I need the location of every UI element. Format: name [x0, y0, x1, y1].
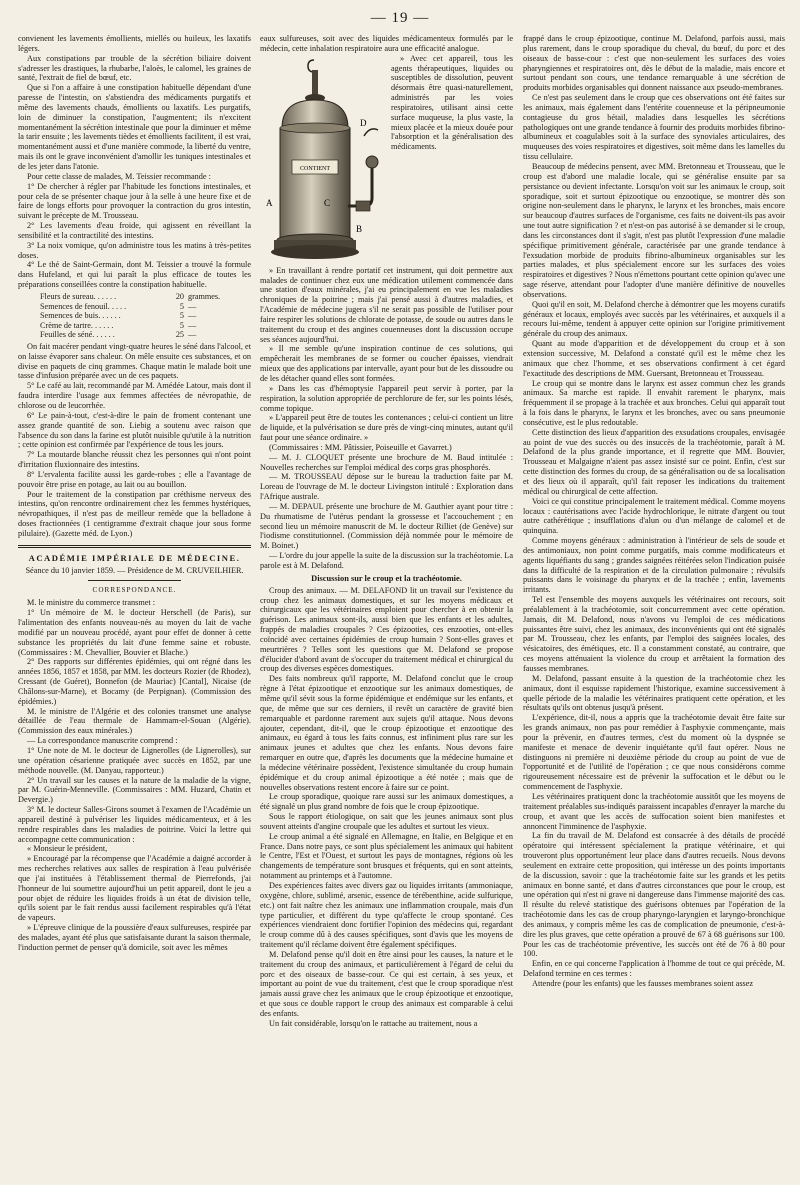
paragraph: Pour cette classe de malades, M. Teissier recommande : — [27, 171, 211, 181]
paragraph: M. le ministre du commerce transmet : — [27, 598, 156, 608]
paragraph: » Avec cet appareil, tous les agents thérapeutiques, liquides ou susceptibles de dissolution, peuvent désormais être quasi-naturellement, administrés par les voies respiratoires, utilisant ainsi cette surface muqueuse, la plus vaste, la mieux placée et la mieux douée pour l'absorption et la généralisation des médicaments. — [391, 53, 513, 152]
inhaler-apparatus-illustration — [260, 56, 385, 266]
session-line: Séance du 10 janvier 1859. — Présidence de M. CRUVEILHIER. — [25, 565, 244, 575]
paragraph: Quoi qu'il en soit, M. Delafond cherche à démontrer que les moyens curatifs généraux et locaux, employés avec succès par les vétérinaires, et auxquels il a recours lui-même, tendent à appuyer cette opinion sur l'origine primitivement générale du croup des animaux. — [523, 299, 785, 339]
paragraph: Sous le rapport étiologique, on sait que les jeunes animaux sont plus souvent atteints d'angine croupale que les adultes et surtout les vieux. — [260, 812, 513, 831]
paragraph: 8° L'ervalenta facilite aussi les garde-robes ; elle a l'avantage de pouvoir être prise en potage, au lait ou au bouillon. — [18, 469, 251, 489]
paragraph: 7° La moutarde blanche réussit chez les personnes qui n'ont point d'irritation fluxionnaire des intestins. — [18, 450, 251, 470]
recipe-amount: 25 — [175, 330, 184, 340]
paragraph: Le croup sporadique, quoique rare aussi sur les animaux domestiques, a été signalé un plus grand nombre de fois que le croup épizootique. — [260, 792, 513, 812]
paragraph: 1° De chercher à régler par l'habitude les fonctions intestinales, et pour cela de se présenter chaque jour à la selle à une heure fixe et de faire de longs efforts pour provoquer la contraction du gros intestin, suivant le précepte de M. Trousseau. — [18, 181, 251, 221]
recipe-table — [40, 292, 251, 340]
article-heading: Discussion sur le croup et la trachéotomie. — [311, 573, 462, 583]
paragraph: 5° Le café au lait, recommandé par M. Amédée Latour, mais dont il faudra interdire l'usage aux femmes affectées de névropathie, de chlorose ou de leucorrhée. — [18, 381, 251, 410]
paragraph: » L'épreuve clinique de la poussière d'eaux sulfureuses, respirée par des malades, ayant été plus que satisfaisante durant la saison thermale, l'induction permet de penser qu'à domicile, soit avec les mêmes — [18, 923, 251, 952]
paragraph: Le croup animal a été signalé en Allemagne, en Italie, en Belgique et en France. Dans notre pays, ce sont plus spécialement les animaux qui habitent le Centre, l'Est et l'Ouest, et surtout les pays de montagnes, régions où les changements de température sont brusques et fréquents, qui en sont atteints, notamment au printemps et à l'automne. — [260, 831, 513, 881]
paragraph: M. Delafond pense qu'il doit en être ainsi pour les causes, la nature et le traitement du croup des animaux, et particulièrement à l'égard de celui du porc et des oiseaux de basse-cour. Ce qui est certain, à ses yeux, et important au point de vue du traitement, c'est que le croup sporadique n'est jamais aussi grave chez les animaux que le croup épizootique et enzootique, et que sous ce double rapport le croup des animaux est comparable à celui des enfants. — [260, 949, 513, 1018]
paragraph: — M. J. CLOQUET présente une brochure de M. Baud intitulée : Nouvelles recherches sur l'emploi médical des corps gras phosphorés. — [260, 452, 513, 472]
figure-label-a: A — [266, 197, 273, 208]
figure-label-d: D — [360, 117, 367, 128]
paragraph: Aux constipations par trouble de la sécrétion biliaire doivent s'adresser les drastiques, la rhubarbe, l'aloès, le calomel, les graines de santé, l'extrait de fiel de bœuf, etc. — [18, 53, 251, 83]
paragraph: Voici ce qui constitue principalement le traitement médical. Comme moyens locaux : cautérisations avec l'acide hydrochlorique, le nitrate d'argent ou tout autre cathérétique ; insufflations d'alun ou d'un mélange de calomel et de quinquina. — [523, 496, 785, 536]
paragraph: 2° Des rapports sur différentes épidémies, qui ont régné dans les années 1856, 1857 et 1858, par MM. les docteurs Rozier (de Rhodez), Cressant (de Guéret), Bonnefon (de Mauriac) [Cantal], Nicaise (de Châlons-sur-Marne), et Bocamy (de Perpignan). (Commission des épidémies.) — [18, 657, 251, 706]
paragraph: — M. DEPAUL présente une brochure de M. Gauthier ayant pour titre : Du rhumatisme de l'utérus pendant la grossesse et l'accouchement ; en second lieu un mémoire manuscrit de M. le docteur Rilliet (de Genève) sur l'iodisme constitutionnel. (Commission déjà nommée pour le mémoire de M. Boinet.) — [260, 501, 513, 551]
paragraph: convienent les lavements émollients, miellés ou huileux, les laxatifs légers. — [18, 34, 251, 53]
paragraph: Que si l'on a affaire à une constipation habituelle dépendant d'une paresse de l'intestin, on s'abstiendra des médicaments purgatifs et même des lavements chauds, émollients ou laxatifs. Les purgatifs, loin de diminuer la constipation, l'augmentent; ils n'excitent momentanément la sécrétion intestinale que pour la diminuer et même la tarir ensuite ; les lavements tièdes et émollients facilitent, il est vrai, momentanément aussi et d'une manière commode, la liberté du ventre, mais ils ont le grave inconvénient d'amollir les tuniques intestinales et de les jeter dans l'atonie. — [18, 83, 251, 171]
recipe-ingredient: Semences de fenouil. . . . . — [40, 301, 127, 311]
recipe-ingredient: Crème de tartre. . . . . . — [40, 320, 114, 330]
recipe-unit: grammes. — [188, 291, 221, 301]
paragraph: M. Delafond, passant ensuite à la question de la trachéotomie chez les animaux, dont il esquisse rapidement l'historique, examine successivement à quelle période de la maladie les vétérinaires pratiquent cette opération, et les résultats qu'ils ont obtenus jusqu'à présent. — [523, 673, 785, 713]
paragraph: — L'ordre du jour appelle la suite de la discussion sur la trachéotomie. La parole est à M. Delafond. — [260, 551, 513, 570]
recipe-ingredient: Feuilles de séné. . . . . . — [40, 330, 115, 340]
paragraph: 1° Un mémoire de M. le docteur Herschell (de Paris), sur l'alimentation des enfants nouveau-nés au moyen du lait de vache modifié par un nouveau procédé, ayant pour effet de donner à cette substance les propriétés du lait d'une femme saine et robuste. (Commissaires : M. Chevallier, Bouvier et Blache.) — [18, 608, 251, 657]
paragraph: Beaucoup de médecins pensent, avec MM. Bretonneau et Trousseau, que le croup est d'abord une maladie locale, qui se généralise ensuite par sa persistance ou devient infectante. Lorsqu'on voit sur les animaux le croup, soit sporadique, soit et surtout épizootique ou enzootique, se montrer dès son origine non-seulement dans le pharynx, le larynx et les bronches, mais encore sur beaucoup d'autres surfaces de l'organisme, ces faits ne doivent-ils pas avoir une tout autre signification ? et n'est-on pas autorisé à se demander si le croup, dans les circonstances dont il s'agit, n'est pas plutôt l'expression d'une maladie spécifique primitivement générale, caractérisée par une grande tendance à l'exsudation morbide de produits fibrino-albumineux organisables sur les parties malades, et plus spécialement encore sur les surfaces des voies respiratoires et digestives ? Nous n'émettons pourtant cette opinion qu'avec une sage réserve, attendant pour l'adopter d'une manière définitive de nouvelles observations. — [523, 161, 785, 299]
paragraph: Des expériences faites avec divers gaz ou liquides irritants (ammoniaque, oxygène, chlore, sublimé, arsenic, essence de térébenthine, acide sulfurique, etc.) ont fait naître chez les animaux une inflammation croupale, mais d'un type particulier, et différent du type qu'affecte le croup spontané. Ces expériences viendraient donc fortifier l'opinion des médecins qui, regardant le croup comme dû à des causes spécifiques, sont d'avis que les moyens de traitement qu'il réclame doivent être également spécifiques. — [260, 881, 513, 950]
figure-label-b: B — [356, 223, 363, 234]
paragraph: « Monsieur le président, — [27, 844, 108, 854]
recipe-amount: 20 — [175, 291, 184, 301]
paragraph: — La correspondance manuscrite comprend : — [27, 736, 178, 746]
paragraph: » L'appareil peut être de toutes les contenances ; celui-ci contient un litre de liquide, et la pulvérisation se dure près de vingt-cinq minutes, autant qu'il faut pour une séance ordinaire. » — [260, 413, 513, 443]
divider — [88, 580, 181, 581]
paragraph: » Encouragé par la récompense que l'Académie a daigné accorder à mes recherches relatives aux salles de respiration à l'eau pulvérisée que j'ai instituées à l'établissement thermal de Pierrefonds, j'ai l'honneur de lui soumettre aujourd'hui un petit appareil, dont le jeu a pour objet de réduire les liquides froids à un état de division telle, qu'ils soient par le fait rendus aussi facilement respirables qu'à l'état de vapeurs. — [18, 854, 251, 923]
paragraph: M. le ministre de l'Algérie et des colonies transmet une analyse détaillée de l'eau thermale de Hammam-el-Souan (Algérie). (Commission des eaux minérales.) — [18, 706, 251, 736]
paragraph: Attendre (pour les enfants) que les fausses membranes soient assez — [532, 979, 754, 988]
figure-caption-text — [391, 54, 513, 152]
paragraph: eaux sulfureuses, soit avec des liquides médicamenteux formulés par le médecin, cette inhalation respiratoire aura une efficacité analogue. — [260, 34, 513, 53]
recipe-ingredient: Fleurs de sureau. . . . . . — [40, 291, 117, 301]
recipe-unit: — — [188, 301, 197, 311]
paragraph: 6° Le pain-à-tout, c'est-à-dire le pain de froment contenant une assez grande quantité de son. Liebig a soutenu avec raison que l'absence du son dans la farine est plutôt nuisible qu'utile à la nutrition ; cette opinion est confirmée par l'expérience de tous les jours. — [18, 410, 251, 450]
bottle-label: CONTIENT — [300, 165, 330, 172]
paragraph: L'expérience, dit-il, nous a appris que la trachéotomie devait être faite sur les grands animaux, non pas pour remédier à l'asphyxie commençante, mais pour la prévenir, en d'autres termes, c'est du moment où la dyspnée se manifeste et menace de devenir inquiétante qu'il faut opérer. Nous ne distinguons ni première ni deuxième période du croup au point de vue de l'opportunité et de l'utilité de l'opération ; ce que nous considérons comme rigoureusement nécessaire est de prévenir la suffocation et le début ou le commencement de l'asphyxie. — [523, 713, 785, 792]
column-1 — [18, 34, 251, 1174]
paragraph: Quant au mode d'apparition et de développement du croup et à son extension successive, M. Delafond a constaté qu'il est le même chez les animaux que chez l'homme, et ses observations confirment à cet égard l'exactitude des descriptions de MM. Guersant, Bretonneau et Trousseau. — [523, 339, 785, 378]
paragraph: Croup des animaux. — M. DELAFOND lit un travail sur l'existence du croup chez les animaux domestiques, et sur les moyens médicaux et chirurgicaux que les vétérinaires emploient pour chercher à en obtenir la guérison. Les animaux sont-ils, aussi bien que les enfants et les adultes, frappés de maladies croupales ? Ces épizooties, ces enzooties, ont-elles coïncidé avec certaines épidémies de croup humain ? Sont-elles graves et meurtrières ? Telles sont les questions que M. Delafond se propose d'élucider d'abord avant de s'occuper du traitement médical et chirurgical du croup des diverses espèces domestiques. — [260, 585, 513, 674]
figure-block — [260, 54, 513, 266]
paragraph: » Dans les cas d'hémoptysie l'appareil peut servir à porter, par la respiration, la solution appropriée de perchlorure de fer, sur les points lésés, comme topique. — [260, 383, 513, 413]
page-number: — 19 — — [370, 10, 430, 26]
paragraph: (Commissaires : MM. Pâtissier, Poiseuille et Gavarret.) — [269, 442, 452, 452]
section-title: ACADÉMIE IMPÉRIALE DE MÉDECINE. — [28, 552, 241, 563]
paragraph: Le croup qui se montre dans le larynx est assez commun chez les grands animaux. Sa marche est rapide. Il envahit rarement le pharynx, mais fréquemment il se propage à la trachée et aux bronches. Celui qui apparaît tout à la fois dans le pharynx, le larynx et les bronches, avec ou sans pneumonie consécutive, est le plus redoutable. — [523, 378, 785, 427]
subsection-title: CORRESPONDANCE. — [92, 586, 177, 595]
paragraph: 2° Les lavements d'eau froide, qui agissent en réveillant la sensibilité et la contractilité des intestins. — [18, 221, 251, 240]
paragraph: 4° Le thé de Saint-Germain, dont M. Teissier a trouvé la formule dans Hufeland, et qui lui paraît la plus efficace de toutes les préparations conseillées contre la constipation habituelle. — [18, 260, 251, 290]
recipe-amount: 5 — [179, 301, 184, 311]
paragraph: Un fait considérable, lorsqu'on le rattache au traitement, nous a — [269, 1018, 478, 1028]
paragraph: Tel est l'ensemble des moyens auxquels les vétérinaires ont recours, soit préalablement à la trachéotomie, soit concurremment avec cette opération. Jamais, dit M. Delafond, nous n'avons vu l'emploi de ces médications puissantes être suivi, chez les animaux, des inconvénients qui ont été signalés par M. Trousseau, chez les enfants, par l'emploi des saignées locales, des vésicatoires, des émétiques, etc. Il a constamment constaté, au contraire, que ces moyens atténuaient la violence du croup et arrêtaient la formation des fausses membranes. — [523, 595, 785, 673]
paragraph: Enfin, en ce qui concerne l'application à l'homme de tout ce qui précède, M. Delafond termine en ces termes : — [523, 959, 785, 979]
paragraph: — M. TROUSSEAU dépose sur le bureau la traduction faite par M. Loreau de l'ouvrage de M. le docteur Livingston intitulé : Exploration dans l'Afrique australe. — [260, 472, 513, 502]
column-3 — [523, 34, 785, 1174]
recipe-unit: — — [188, 330, 197, 340]
recipe-amount: 5 — [179, 311, 184, 321]
recipe-amount: 5 — [179, 320, 184, 330]
paragraph: frappé dans le croup épizootique, continue M. Delafond, parfois aussi, mais plus rarement, dans le croup sporadique du cheval, du bœuf, du porc et des oiseaux de basse-cour : c'est que non-seulement les surfaces des voies pharyngiennes et respiratoires ont, dès le début de la maladie, mais encore et surtout pendant son cours, une tendance remarquable à une sécrétion de produits morbides organisables qui donnent naissance aux pseudo-membranes. — [523, 34, 785, 93]
paragraph: Des faits nombreux qu'il rapporte, M. Delafond conclut que le croup règne à l'état épizootique et enzootique sur les animaux domestiques, de même qu'il sévit sous la forme épidémique et endémique sur les enfants, et que, de même que sur ces derniers, il revêt un caractère de gravité bien remarquable et pardonne rarement aux sujets qu'il attaque. Nous devons ajouter, cependant, dit-il, que le croup épizootique et enzootique des animaux, eu égard à tous les faits connus, est infiniment plus rare sur les animaux jeunes et adultes que chez les enfants. Nous devons faire remarquer en outre que, d'après les documents que la médecine humaine et la médecine vétérinaire possèdent, l'existence simultanée du croup humain épidémique et du croup animal épizootique a été notée ; mais que de nouvelles observations restent encore à faire sur ce point. — [260, 674, 513, 792]
paragraph: Pour le traitement de la constipation par créthisme nerveux des intestins, qu'on rencontre ordinairement chez les femmes hystériques, névropathiques, il n'est pas de meilleur remède que la belladone à doses fractionnées (1 centigramme d'extrait chaque jour sous forme pilulaire). (Gazette méd. de Lyon.) — [18, 489, 251, 538]
paragraph: On fait macérer pendant vingt-quatre heures le séné dans l'alcool, et on laisse évaporer sans chaleur. On mêle ensuite ces substances, et on divise en paquets de cinq grammes. Chaque matin le malade boit une tasse d'infusion préparée avec un de ces paquets. — [18, 341, 251, 381]
figure-label-c: C — [324, 197, 331, 208]
column-2 — [260, 34, 513, 1174]
paragraph: Comme moyens généraux : administration à l'intérieur de sels de soude et des antimoniaux, non point comme purgatifs, mais comme modificateurs et agents liquéfiants du sang ; grandes saignées réitérées selon l'indication puisée dans la difficulté de la respiration et de la circulation pulmonaire ; révulsifs puissants dans le voisinage du pharynx et de la trachée ; enfin, lavements irritants. — [523, 536, 785, 595]
paragraph: 2° Un travail sur les causes et la nature de la maladie de la vigne, par M. Guérin-Menneville. (Commissaires : MM. Huzard, Chatin et Devergie.) — [18, 775, 251, 805]
paragraph: 1° Une note de M. le docteur de Lignerolles (de Lignerolles), sur une opération césarienne pratiquée avec succès en 1852, par une méthode nouvelle. (M. Danyau, rapporteur.) — [18, 745, 251, 775]
recipe-unit: — — [188, 320, 197, 330]
paragraph: Cette distinction des lieux d'apparition des exsudations croupales, envisagée au point de vue des succès ou des insuccès de la trachéotomie, paraît à M. Delafond de la plus grande importance, et il regrette que MM. Bouvier, Trousseau et Malgaigne n'aient pas assez insisté sur ce point. Enfin, c'est sur cette distinction des formes du croup, de sa généralisation ou de sa localisation et des lieux où il apparaît, qu'il fait reposer les indications du traitement médical ou chirurgical de cette affection. — [523, 427, 785, 496]
recipe-ingredient: Semences de buis. . . . . . — [40, 311, 121, 321]
paragraph: » Il me semble qu'une inspiration continue de ces solutions, qui empêcherait les membranes de se former ou coucher épaisses, viendrait mieux que des applications par intervalle, ayant pour but de les dissoudre ou de les détacher quand elles sont formées. — [260, 344, 513, 383]
paragraph: Les vétérinaires pratiquent donc la trachéotomie aussitôt que les moyens de traitement préalables sus-indiqués paraissent incapables d'enrayer la marche du croup, et avant que les accès de suffocation soient bien manifestes et annoncent l'imminence de l'asphyxie. — [523, 791, 785, 831]
recipe-unit: — — [188, 311, 197, 321]
paragraph: » En travaillant à rendre portatif cet instrument, qui doit permettre aux malades de continuer chez eux une médication utilement commencée dans une station d'eaux minérales, j'ai eu principalement en vue les maladies chroniques de la poitrine ; mais j'ai pensé aussi à d'autres maladies, et l'Académie de médecine jugera s'il ne serait pas possible de l'utiliser pour faire respirer les solutions de chlorate de potasse, de soude ou autres dans le traitement du croup et des angines couenneuses dont la discussion occupe ses séances aujourd'hui. — [260, 265, 513, 344]
paragraph: 3° M. le docteur Salles-Girons soumet à l'examen de l'Académie un appareil destiné à pulvériser les liquides médicamenteux, et à les rendre respirables dans les maladies de poitrine. Voici la lettre qui accompagne cette communication : — [18, 805, 251, 844]
paragraph: 3° La noix vomique, qu'on administre tous les matins à très-petites doses. — [18, 240, 251, 260]
section-divider — [18, 545, 251, 548]
paragraph: Ce n'est pas seulement dans le croup que ces observations ont été faites sur les animaux, mais également dans l'entérite couenneuse et la péripneumonie contagieuse du gros bétail, maladies dans lesquelles les sécrétions pathologiques ont une grande tendance à fournir des produits morbides fibrino-albumineux et coagulables soit à la surface des synoviales articulaires, des muqueuses des voies respiratoires et digestives, soit même dans les lamelles du tissu cellulaire. — [523, 93, 785, 162]
paragraph: La fin du travail de M. Delafond est consacrée à des détails de procédé opératoire qui intéressent spécialement la pratique vétérinaire, et qui trouveront plus opportunément leur place dans d'autres recueils. Nous devons seulement en extraire cette proposition, qui intéresse un des points importants de la discussion, savoir : que la trachéotomie faite sur les grands et les petits animaux en bonne santé, et dans d'autres circonstances que pour le croup, est une opération qui n'est ni grave ni dangereuse dans l'immense majorité des cas. Il résulte du relevé statistique des guérisons obtenues par l'opération de la trachéotomie dans les cas de croup pharyngo-laryngien et laryngo-bronchique des animaux, y compris même les cas de complication de pneumonie, c'est-à-dire les plus graves, que cette opération a prouvé de 67 à 68 guérisons sur 100. Pour les cas de trachéotomie préventive, les succès ont été de 76 à 80 pour 100. — [523, 831, 785, 959]
